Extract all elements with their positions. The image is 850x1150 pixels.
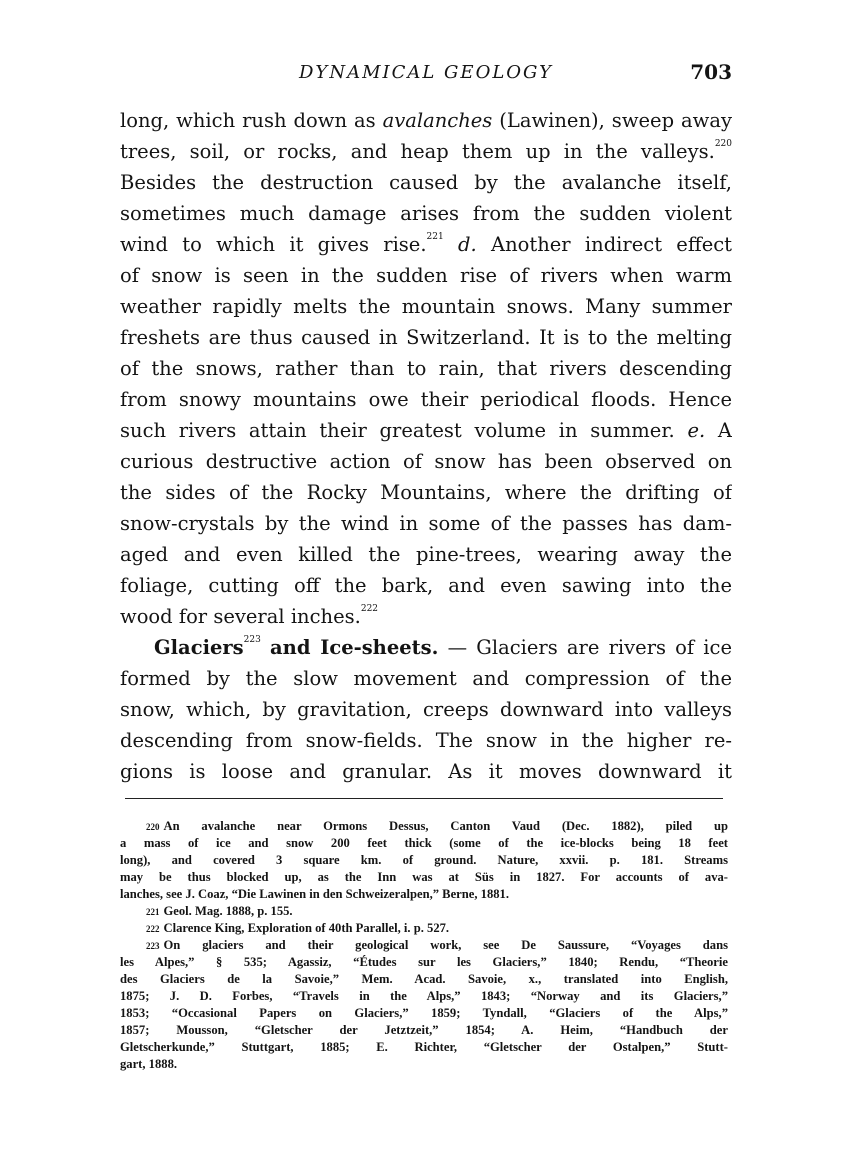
text-line: freshets are thus caused in Switzerland. It is to the melting (120, 326, 732, 349)
text-line: curious destructive action of snow has been observed on (120, 450, 732, 473)
footnote-line: $^{221}$ Geol. Mag. 1888, p. 155. (146, 904, 293, 918)
footnote-line: 1875; J. D. Forbes, “Travels in the Alps,” 1843; “Norway and its Glaciers,” (120, 989, 728, 1003)
text-line: wood for several inches.$^{222}$ (120, 604, 379, 628)
text-line: descending from snow-fields. The snow in the higher re- (120, 729, 732, 752)
body-text (120, 105, 732, 787)
footnote-line: $^{222}$ Clarence King, Exploration of 40th Parallel, i. p. 527. (146, 921, 450, 935)
footnote-ref: 220 (714, 139, 732, 149)
text-line: foliage, cutting off the bark, and even sawing into the (120, 574, 732, 597)
footnote-line: lanches, see J. Coaz, “Die Lawinen in den Schweizeralpen,” Berne, 1881. (120, 887, 509, 901)
footnote-number: 223 (146, 941, 160, 951)
page-number: 703 (690, 60, 732, 84)
text-line: the sides of the Rocky Mountains, where the drifting of (120, 481, 732, 504)
footnote-ref: 221 (426, 232, 444, 242)
footnote-ref: 223 (243, 635, 261, 645)
footnote-line: $^{220}$ An avalanche near Ormons Dessus, Canton Vaud (Dec. 1882), piled up (146, 819, 728, 833)
text-line: such rivers attain their greatest volume in summer. e. A (120, 419, 732, 442)
text-line: aged and even killed the pine-trees, wearing away the (120, 543, 732, 566)
footnote-line: gart, 1888. (120, 1057, 178, 1071)
footnote-line: des Glaciers de la Savoie,” Mem. Acad. Savoie, x., translated into English, (120, 972, 728, 986)
text-line: weather rapidly melts the mountain snows. Many summer (120, 295, 732, 318)
footnote-number: 221 (146, 907, 160, 917)
section-heading-line: Glaciers$^{223}$ and Ice-sheets. — Glaciers are rivers of ice (154, 635, 732, 659)
footnote-line: long), and covered 3 square km. of ground. Nature, xxvii. p. 181. Streams (120, 853, 728, 867)
footnote-number: 220 (146, 822, 160, 832)
text-line: of the snows, rather than to rain, that rivers descending (120, 357, 732, 380)
text-line: of snow is seen in the sudden rise of rivers when warm (120, 264, 732, 287)
text-line: formed by the slow movement and compression of the (120, 667, 732, 690)
footnotes (120, 818, 728, 1073)
footnote-line: 1853; “Occasional Papers on Glaciers,” 1859; Tyndall, “Glaciers of the Alps,” (120, 1006, 728, 1020)
text-line: wind to which it gives rise.$^{221}$ d. Another indirect effect (120, 232, 732, 256)
text-line: snow-crystals by the wind in some of the passes has dam- (120, 512, 732, 535)
footnote-line: $^{223}$ On glaciers and their geological work, see De Saussure, “Voyages dans (146, 938, 728, 952)
footnote-line: 1857; Mousson, “Gletscher der Jetztzeit,” 1854; A. Heim, “Handbuch der (120, 1023, 728, 1037)
text-line: sometimes much damage arises from the sudden violent (120, 202, 732, 225)
text-line: trees, soil, or rocks, and heap them up in the valleys.$^{220}$ (120, 139, 732, 163)
footnote-ref: 222 (360, 604, 379, 614)
footnote-number: 222 (146, 924, 160, 934)
footnote-line: may be thus blocked up, as the Inn was at Süs in 1827. For accounts of ava- (120, 870, 728, 884)
text-line: from snowy mountains owe their periodical floods. Hence (120, 388, 732, 411)
running-title: DYNAMICAL GEOLOGY (299, 62, 553, 83)
running-head (120, 60, 732, 90)
footnote-line: Gletscherkunde,” Stuttgart, 1885; E. Richter, “Gletscher der Ostalpen,” Stutt- (120, 1040, 728, 1054)
text-line: Besides the destruction caused by the avalanche itself, (120, 171, 732, 194)
footnote-line: les Alpes,” § 535; Agassiz, “Études sur les Glaciers,” 1840; Rendu, “Theorie (120, 955, 728, 969)
text-line: gions is loose and granular. As it moves downward it (120, 760, 732, 783)
footnote-line: a mass of ice and snow 200 feet thick (some of the ice-blocks being 18 feet (120, 836, 728, 850)
text-line: long, which rush down as avalanches (Lawinen), sweep away (120, 109, 732, 132)
footnote-divider (125, 798, 723, 799)
text-line: snow, which, by gravitation, creeps downward into valleys (120, 698, 732, 721)
section-heading: Glaciers (154, 636, 244, 659)
